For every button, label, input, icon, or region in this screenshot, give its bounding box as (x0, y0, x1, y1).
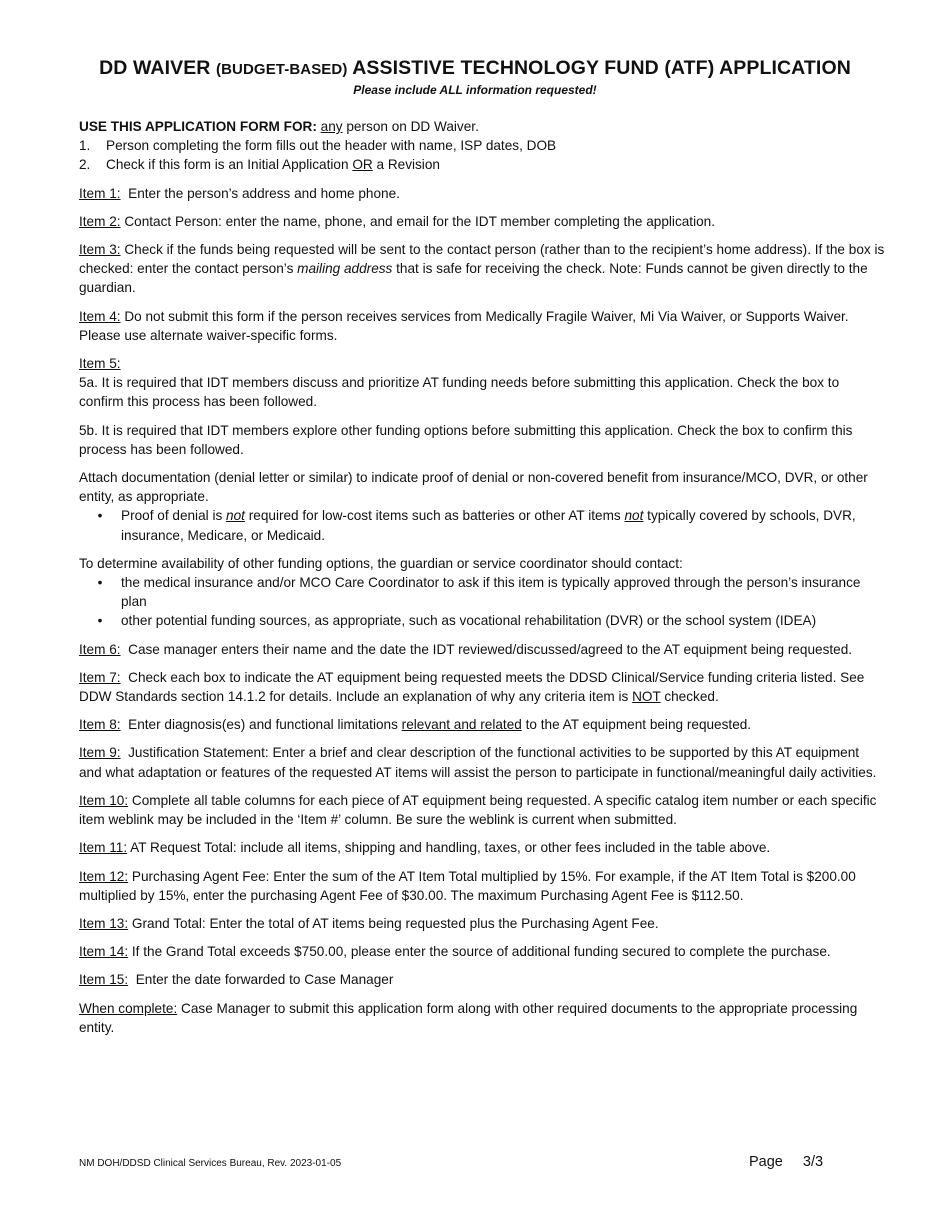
funding-text: To determine availability of other funding options, the guardian or service coordinator should contact: (79, 555, 683, 571)
item-text: Case Manager to submit this application form along with other required documents to the appropriate processing entity. (79, 1000, 858, 1035)
list-item (79, 611, 885, 630)
item-text: Enter the date forwarded to Case Manager (135, 972, 394, 988)
page-number (749, 1154, 823, 1170)
item-label: Item 5: (79, 356, 121, 372)
intro-steps (79, 136, 885, 174)
when-complete (79, 999, 885, 1037)
item-label: Item 1: (79, 185, 121, 201)
emphasis-not: not (226, 508, 245, 524)
item-text: Enter the person’s address and home phone. (128, 185, 400, 201)
item-text: AT Request Total: include all items, shipping and handling, taxes, or other fees included in the table above. (130, 840, 771, 856)
item-text-em: mailing address (297, 261, 393, 277)
bullet-text (121, 506, 885, 544)
item-11 (79, 838, 885, 857)
footer-revision: NM DOH/DDSD Clinical Services Bureau, Rev. 2023-01-05 (79, 1158, 342, 1169)
item-3 (79, 240, 885, 298)
item-text: If the Grand Total exceeds $750.00, please enter the source of additional funding secured to complete the purchase. (131, 944, 831, 960)
bullet-text: the medical insurance and/or MCO Care Coordinator to ask if this item is typically approved through the person’s insurance plan (121, 575, 861, 610)
list-item (79, 573, 885, 611)
item-5a: 5a. It is required that IDT members discuss and prioritize AT funding needs before submitting this application. Check the box to confirm this process has been followed. (79, 375, 840, 410)
item-label: Item 12: (79, 868, 129, 884)
item-label: Item 7: (79, 669, 121, 685)
emphasis-not: not (624, 508, 644, 524)
step-text (106, 155, 440, 174)
bullet-icon: • (97, 613, 103, 629)
item-text-pre: Enter diagnosis(es) and functional limitations (128, 717, 398, 733)
item-label: Item 2: (79, 213, 121, 229)
bullet-text-pre: Proof of denial is (121, 508, 223, 524)
item-10 (79, 791, 885, 829)
item-5 (79, 354, 885, 459)
page-label: Page (749, 1154, 783, 1170)
item-7 (79, 668, 885, 706)
item-label: Item 13: (79, 915, 129, 931)
step-text: Person completing the form fills out the header with name, ISP dates, DOB (106, 138, 557, 154)
funding-options (79, 554, 885, 631)
bullet-text-post: typically covered by schools, DVR, insurance, Medicare, or Medicaid. (121, 508, 856, 543)
item-text: Case manager enters their name and the date the IDT reviewed/discussed/agreed to the AT equipment being requested. (128, 641, 853, 657)
item-15 (79, 970, 885, 989)
page-subtitle: Please include ALL information requested! (353, 83, 597, 97)
item-12 (79, 867, 885, 905)
item-text-pre: Check if the funds being requested will be sent to the contact person (rather than to the recipient’s home address). If the box is checked: enter the contact person’s (79, 242, 885, 277)
item-5b: 5b. It is required that IDT members explore other funding options before submitting this application. Check the box to confirm this process has been followed. (79, 422, 853, 457)
item-text: Grand Total: Enter the total of AT items being requested plus the Purchasing Agent Fee. (131, 915, 659, 931)
title-part-b: (BUDGET-BASED) (216, 61, 348, 78)
intro-rest: person on DD Waiver. (346, 119, 479, 134)
item-label: Item 15: (79, 972, 129, 988)
item-text-post: checked. (664, 689, 719, 705)
item-label: Item 3: (79, 242, 121, 258)
bullet-icon: • (97, 575, 103, 591)
item-label: Item 8: (79, 717, 121, 733)
attach-text: Attach documentation (denial letter or similar) to indicate proof of denial or non-covered benefit from insurance/MCO, DVR, or other entity, as appropriate. (79, 470, 868, 505)
step-number: 1. (79, 138, 91, 154)
item-text-pre: Check each box to indicate the AT equipment being requested meets the DDSD Clinical/Service funding criteria listed. See DDW Standards section 14.1.2 for details. Include an explanation of why any criteria item is (79, 669, 865, 705)
bullet-icon: • (97, 508, 103, 524)
page-count: 3/3 (802, 1154, 824, 1170)
page-title (0, 57, 950, 80)
step-text-pre: Check if this form is an Initial Application (106, 157, 349, 173)
item-label: Item 9: (79, 745, 121, 761)
funding-bullets (79, 573, 885, 631)
item-2 (79, 212, 885, 231)
item-text-post: to the AT equipment being requested. (525, 717, 752, 733)
item-label: When complete: (79, 1000, 178, 1016)
intro-step (79, 136, 885, 155)
item-label: Item 10: (79, 792, 129, 808)
attach-bullets (79, 506, 885, 544)
item-label: Item 14: (79, 944, 129, 960)
item-8 (79, 715, 885, 734)
item-text: Do not submit this form if the person receives services from Medically Fragile Waiver, Mi Via Waiver, or Supports Waiver. Please use alternate waiver-specific forms. (79, 308, 849, 343)
intro-label: USE THIS APPLICATION FORM FOR: (79, 119, 317, 134)
step-or: OR (352, 157, 373, 173)
intro-step (79, 155, 885, 174)
item-text: Purchasing Agent Fee: Enter the sum of the AT Item Total multiplied by 15%. For example, if the AT Item Total is $200.00 multiplied by 15%, enter the purchasing Agent Fee of $30.00. The maximum Purchasing Agent Fee is $112.50. (79, 868, 856, 903)
item-text: Contact Person: enter the name, phone, and email for the IDT member completing the application. (124, 213, 715, 229)
item-text: Complete all table columns for each piece of AT equipment being requested. A specific catalog item number or each specific item weblink may be included in the ‘Item #’ column. Be sure the weblink is current when submitted. (79, 792, 877, 828)
title-part-c: ASSISTIVE TECHNOLOGY FUND (ATF) APPLICATION (352, 57, 851, 79)
item-9 (79, 743, 885, 781)
item-label: Item 6: (79, 641, 121, 657)
step-text-post: a Revision (376, 157, 440, 173)
item-label: Item 4: (79, 308, 121, 324)
item-label: Item 11: (79, 840, 128, 856)
emphasis-relevant: relevant and related (401, 717, 522, 733)
item-text: Justification Statement: Enter a brief and clear description of the functional activities to be supported by this AT equipment and what adaptation or features of the requested AT items will assist the person to participate in functional/meaningful daily activities. (79, 745, 877, 780)
title-part-a: DD WAIVER (99, 57, 211, 79)
intro-any: any (320, 119, 343, 134)
step-number: 2. (79, 157, 91, 173)
item-14 (79, 942, 885, 961)
attach-documentation (79, 468, 885, 545)
bullet-text: other potential funding sources, as appropriate, such as vocational rehabilitation (DVR) or the school system (IDEA) (121, 613, 817, 629)
intro-line (79, 117, 885, 136)
list-item (79, 506, 885, 544)
bullet-text-mid: required for low-cost items such as batteries or other AT items (248, 508, 621, 524)
emphasis-not: NOT (632, 689, 661, 705)
item-13 (79, 914, 885, 933)
item-1 (79, 184, 885, 203)
item-text-post: that is safe for receiving the check. Note: Funds cannot be given directly to the guardian. (79, 261, 868, 296)
item-4 (79, 307, 885, 345)
instructions-body (79, 117, 885, 1046)
item-6 (79, 640, 885, 659)
